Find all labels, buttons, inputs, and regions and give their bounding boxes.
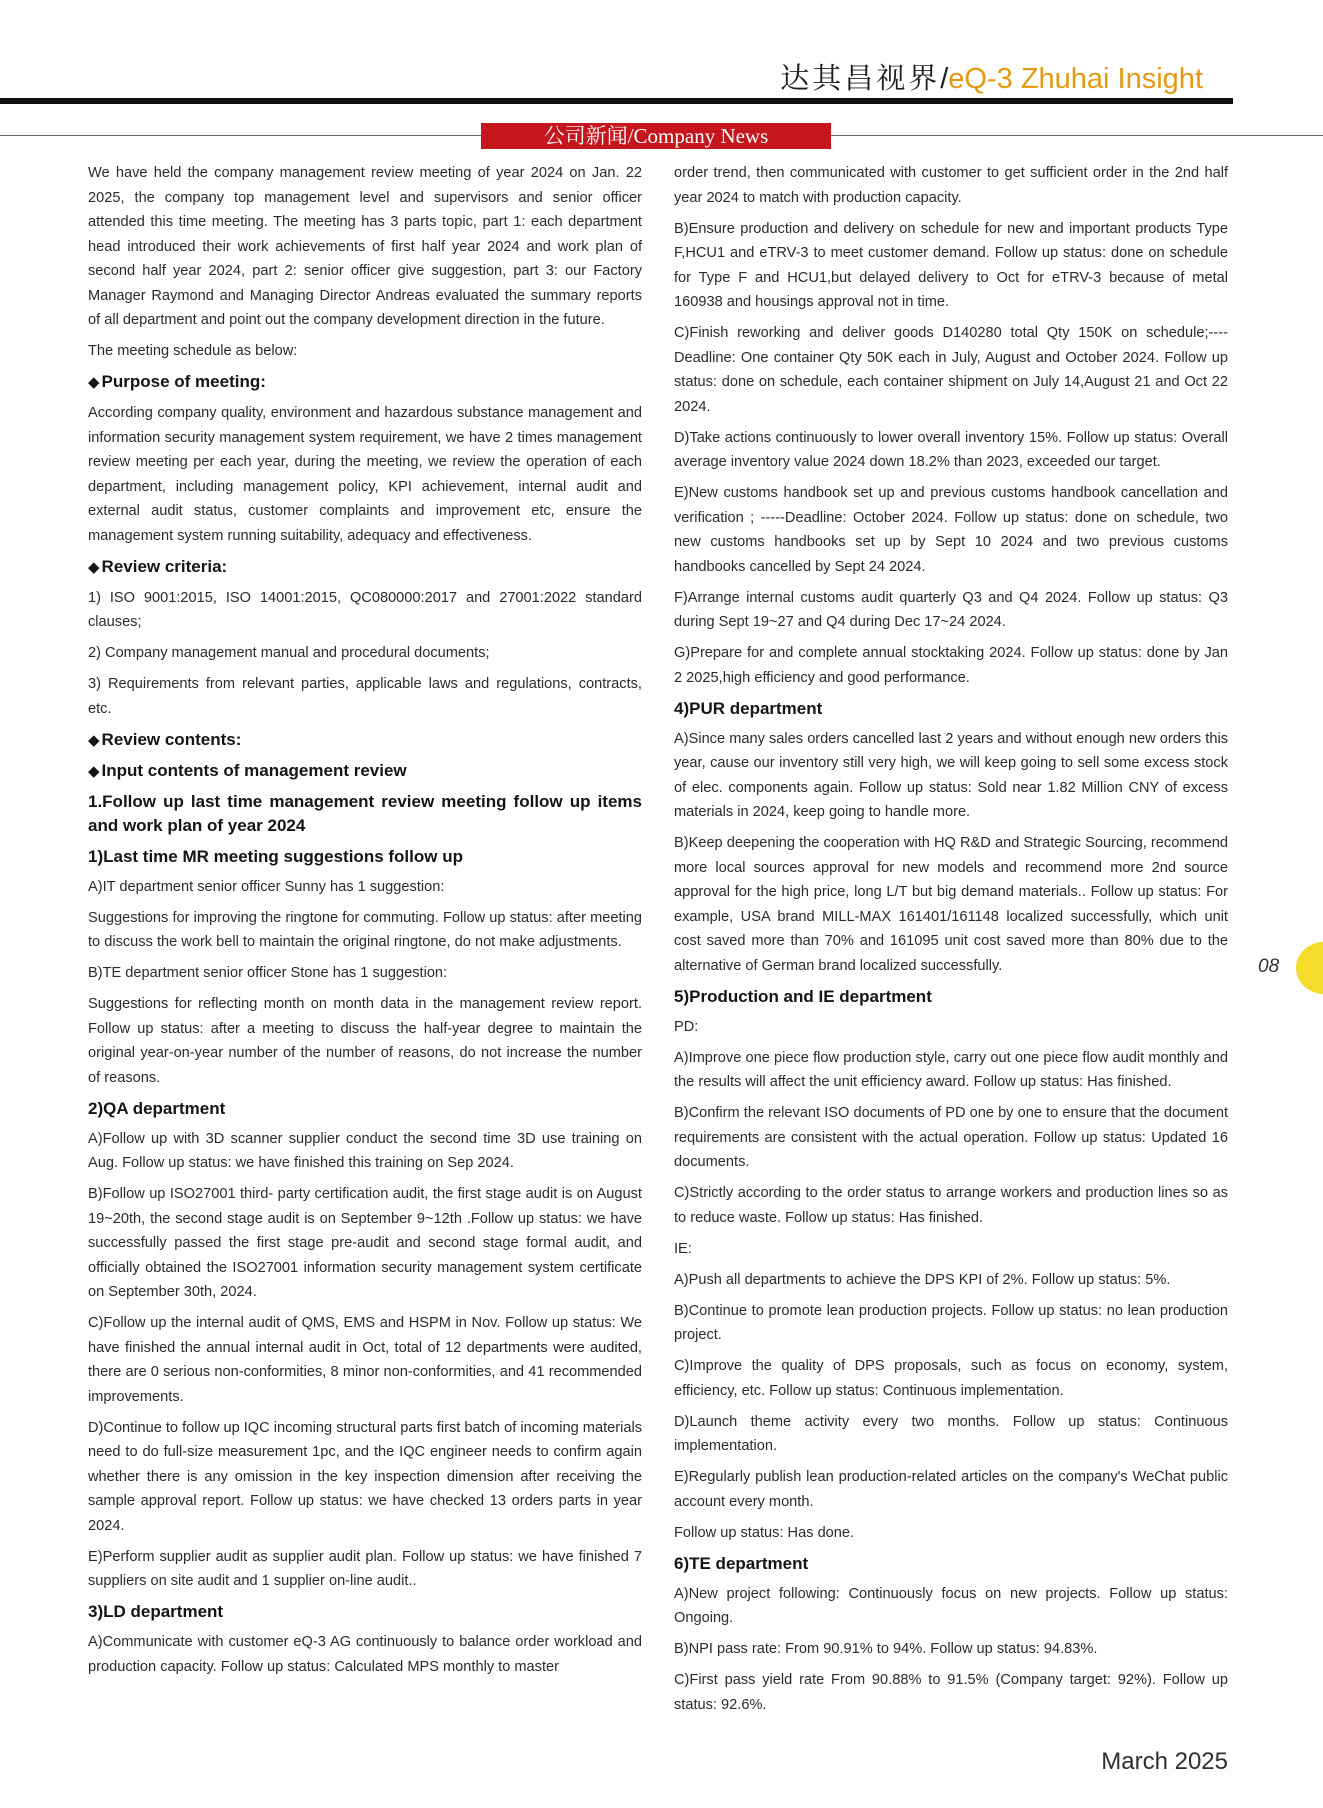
pd-label: PD: [674, 1018, 699, 1035]
diamond-bullet-icon: ◆ [88, 762, 100, 780]
issue-date: March 2025 [1101, 1748, 1228, 1775]
qa-item: D)Continue to follow up IQC incoming structural parts first batch of incoming materials need to do full-size measurement 1pc, and the IQC engineer needs to confirm again whether there is any omission in the key inspection dimension after receiving the sample approval report. Follow up status: we have checked 13 orders parts in year 2024. [88, 1419, 642, 1534]
it-suggestion: A)IT department senior officer Sunny has 1 suggestion: [88, 878, 445, 895]
criteria-heading: ◆ Review criteria: [88, 556, 228, 576]
ld-item: E)New customs handbook set up and previous customs handbook cancellation and verification ; -----Deadline: October 2024. Follow up status: done on schedule, two new customs handbooks set up by Sept 10 2024 and two previous customs handbooks cancelled by Sept 24 2024. [674, 485, 1228, 575]
contents-heading: ◆ Review contents: [88, 729, 242, 749]
ie-item: A)Push all departments to achieve the DPS KPI of 2%. Follow up status: 5%. [674, 1271, 1171, 1288]
ie-item: Follow up status: Has done. [674, 1524, 855, 1541]
diamond-bullet-icon: ◆ [88, 731, 100, 749]
ld-item: F)Arrange internal customs audit quarterly Q3 and Q4 2024. Follow up status: Q3 during Sept 19~27 and Q4 during Dec 17~24 2024. [674, 589, 1228, 630]
intro-paragraph: We have held the company management review meeting of year 2024 on Jan. 22 2025, the company top management level and supervisors and senior officer attended this time meeting. The meeting has 3 parts topic, part 1: each department head introduced their work achievements of first half year 2024 and work plan of second half year 2024, part 2: senior officer give suggestion, part 3: our Factory Manager Raymond and Managing Director Andreas evaluated the summary reports of all department and point out the company development direction in the future. [88, 165, 642, 328]
te-item: A)New project following: Continuously focus on new projects. Follow up status: Ongoing. [674, 1585, 1228, 1626]
magazine-title-en: eQ-3 Zhuhai Insight [948, 63, 1203, 95]
ld-item-continued: order trend, then communicated with customer to get sufficient order in the 2nd half year 2024 to match with production capacity. [674, 165, 1228, 206]
criteria-item: 3) Requirements from relevant parties, applicable laws and regulations, contracts, etc. [88, 676, 642, 717]
ie-item: B)Continue to promote lean production projects. Follow up status: no lean production project. [674, 1302, 1228, 1343]
page-tab-marker [1296, 942, 1323, 994]
qa-heading: 2)QA department [88, 1098, 226, 1118]
criteria-item: 1) ISO 9001:2015, ISO 14001:2015, QC080000:2017 and 27001:2022 standard clauses; [88, 589, 642, 630]
ld-item: D)Take actions continuously to lower overall inventory 15%. Follow up status: Overall average inventory value 2024 down 18.2% than 2023, exceeded our target. [674, 429, 1228, 470]
qa-item: E)Perform supplier audit as supplier audit plan. Follow up status: we have finished 7 suppliers on site audit and 1 supplier on-line audit.. [88, 1548, 642, 1589]
magazine-title-cn: 达其昌视界 [780, 61, 941, 95]
ld-item: C)Finish reworking and deliver goods D140280 total Qty 150K on schedule;----Deadline: One container Qty 50K each in July, August and October 2024. Follow up status: done on schedule, each container shipment on July 14,August 21 and Oct 22 2024. [674, 325, 1228, 415]
page-number: 08 [1258, 956, 1280, 977]
ie-label: IE: [674, 1240, 692, 1257]
diamond-bullet-icon: ◆ [88, 558, 100, 576]
input-heading: ◆ Input contents of management review [88, 760, 407, 780]
pur-item: B)Keep deepening the cooperation with HQ R&D and Strategic Sourcing, recommend more local sources approval for new models and recommend more 2nd source approval for the high price, long L/T but big demand materials.. Follow up status: For example, USA brand MILL-MAX 161401/161148 localized successfully, which unit cost saved more than 70% and 161095 unit cost saved more than 80% due to the alternative of German brand localized successfully. [674, 835, 1228, 974]
section-title-cn: 公司新闻 [543, 124, 628, 148]
header-rule [0, 98, 1233, 104]
qa-item: B)Follow up ISO27001 third- party certification audit, the first stage audit is on August 19~20th, the second stage audit is on September 9~12th .Follow up status: we have successfully passed the first stage pre-audit and second stage formal audit, and officially obtained the ISO27001 information security management system certificate on September 30th, 2024. [88, 1186, 642, 1300]
section-banner [481, 123, 831, 149]
purpose-paragraph: According company quality, environment and hazardous substance management and information security management system requirement, we have 2 times management review meeting per each year, during the meeting, we review the operation of each department, including management policy, KPI achievement, internal audit and external audit status, customer complaints and improvement etc, ensure the management system running suitability, adequacy and effectiveness. [88, 405, 642, 544]
te-item: B)NPI pass rate: From 90.91% to 94%. Follow up status: 94.83%. [674, 1641, 1098, 1657]
follow-up-heading: 1.Follow up last time management review meeting follow up items and work plan of year 2024 [88, 791, 642, 835]
ld-item: B)Ensure production and delivery on schedule for new and important products Type F,HCU1 and eTRV-3 to meet customer demand. Follow up status: done on schedule for Type F and HCU1,but delayed delivery to Oct for eTRV-3 because of metal 160938 and housings approval not in time. [674, 220, 1228, 310]
pur-heading: 4)PUR department [674, 698, 823, 718]
criteria-item: 2) Company management manual and procedural documents; [88, 645, 490, 661]
ie-item: E)Regularly publish lean production-related articles on the company's WeChat public account every month. [674, 1469, 1228, 1510]
ld-item: G)Prepare for and complete annual stocktaking 2024. Follow up status: done by Jan 2 2025,high efficiency and good performance. [674, 645, 1228, 686]
mr-suggestions-heading: 1)Last time MR meeting suggestions follow up [88, 846, 463, 866]
magazine-title [780, 58, 1203, 98]
te-heading: 6)TE department [674, 1553, 809, 1573]
qa-item: C)Follow up the internal audit of QMS, EMS and HSPM in Nov. Follow up status: We have finished the annual internal audit in Oct, total of 12 departments were audited, there are 0 serious non-conformities, 8 minor non-conformities, and 41 recommended improvements. [88, 1315, 642, 1405]
ie-item: D)Launch theme activity every two months. Follow up status: Continuous implementation. [674, 1413, 1228, 1454]
pur-item: A)Since many sales orders cancelled last 2 years and without enough new orders this year, cause our inventory still very high, we will keep going to sell some excess stock of elec. components again. Follow up status: Sold near 1.82 Million CNY of excess materials in 2024, keep going to handle more. [674, 730, 1228, 820]
right-column [674, 161, 1228, 1724]
pd-item: C)Strictly according to the order status to arrange workers and production lines so as to reduce waste. Follow up status: Has finished. [674, 1185, 1228, 1226]
title-slash: / [940, 63, 949, 95]
diamond-bullet-icon: ◆ [88, 374, 100, 391]
ld-heading: 3)LD department [88, 1602, 224, 1621]
te-item: C)First pass yield rate From 90.88% to 91.5% (Company target: 92%). Follow up status: 92.6%. [674, 1672, 1228, 1713]
qa-item: A)Follow up with 3D scanner supplier conduct the second time 3D use training on Aug. Follow up status: we have finished this training on Sep 2024. [88, 1130, 642, 1171]
schedule-intro: The meeting schedule as below: [88, 343, 298, 359]
left-column [88, 161, 642, 1686]
purpose-heading: ◆ Purpose of meeting: [88, 372, 266, 391]
it-suggestion-detail: Suggestions for improving the ringtone for commuting. Follow up status: after meeting to discuss the work bell to maintain the original ringtone, do not make adjustments. [88, 909, 642, 950]
production-heading: 5)Production and IE department [674, 986, 932, 1006]
te-suggestion-detail: Suggestions for reflecting month on month data in the management review report. Follow up status: after a meeting to discuss the half-year degree to maintain the original year-on-year number of the number of reasons, do not increase the number of reasons. [88, 996, 642, 1086]
ld-item: A)Communicate with customer eQ-3 AG continuously to balance order workload and production capacity. Follow up status: Calculated MPS monthly to master [88, 1634, 642, 1675]
pd-item: A)Improve one piece flow production style, carry out one piece flow audit monthly and the results will affect the unit efficiency award. Follow up status: Has finished. [674, 1049, 1228, 1090]
te-suggestion: B)TE department senior officer Stone has 1 suggestion: [88, 965, 448, 981]
pd-item: B)Confirm the relevant ISO documents of PD one by one to ensure that the document requirements are consistent with the actual operation. Follow up status: Updated 16 documents. [674, 1105, 1228, 1170]
ie-item: C)Improve the quality of DPS proposals, such as focus on economy, system, efficiency, etc. Follow up status: Continuous implementation. [674, 1358, 1228, 1399]
section-title-en: /Company News [627, 124, 769, 148]
